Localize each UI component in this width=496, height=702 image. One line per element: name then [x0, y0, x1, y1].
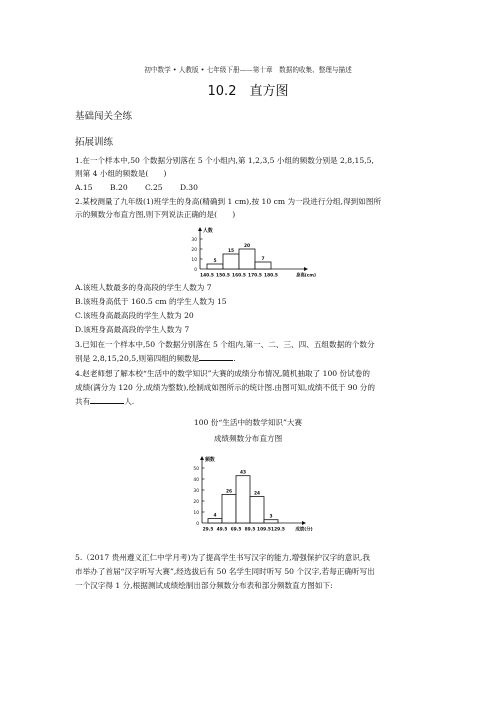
q1-option-c: C.25	[145, 183, 163, 192]
histogram-bar	[208, 519, 222, 523]
histogram-bar	[207, 264, 223, 269]
bar-value-label: 7	[261, 257, 265, 262]
q1-option-a: A.15	[75, 183, 93, 192]
q2-line1: 2.某校测量了九年级(1)班学生的身高(精确到 1 cm),按 10 cm 为一段进行分组,得到如图所	[75, 197, 382, 206]
section-heading-basic: 基础闯关全练	[75, 111, 133, 122]
bar-value-label: 15	[227, 249, 235, 254]
bar-value-label: 5	[213, 259, 217, 264]
y-tick-label: 50	[193, 467, 199, 472]
x-edge-label: 109.5	[257, 527, 271, 533]
q4-line3-suffix: 人.	[124, 397, 135, 406]
y-tick-label: 40	[193, 478, 199, 483]
q4-line3-prefix: 共有	[75, 397, 91, 406]
bar-value-label: 24	[253, 491, 261, 497]
y-axis-arrow	[200, 456, 204, 460]
x-edge-label: 150.5	[216, 273, 230, 279]
q4-line1: 4.赵老师想了解本校“生活中的数学知识”大赛的成绩分布情况,随机抽取了 100 份试卷的	[75, 369, 370, 378]
q1-option-b: B.20	[110, 183, 128, 192]
q3-line2-text: 别是 2,8,15,20,5,则第四组的频数是	[75, 354, 200, 363]
y-tick-label: 10	[193, 511, 199, 516]
bar-value-label: 20	[243, 244, 251, 249]
q2-option-d: D.该班身高最高段的学生人数为 7	[75, 325, 190, 334]
y-tick-label: 30	[193, 489, 199, 494]
q4-line2: 成绩(满分为 120 分,成绩为整数),绘制成如图所示的统计图.由图可知,成绩不低于 90 分的	[75, 383, 375, 392]
histogram-bar	[255, 262, 271, 269]
bar-value-label: 43	[239, 470, 247, 476]
y-tick-label: 0	[194, 268, 197, 273]
histogram-bar	[239, 249, 255, 269]
q2-option-c: C.该班身高最高段的学生人数为 20	[75, 311, 194, 320]
q1-line2: 则第 4 小组的频数是( )	[75, 169, 167, 178]
height-histogram	[184, 222, 344, 282]
histogram-bar	[250, 497, 264, 523]
y-tick-label: 10	[191, 258, 197, 263]
section-heading-extension: 拓展训练	[75, 137, 114, 148]
score-chart-title: 100 份“生活中的数学知识”大赛	[193, 418, 303, 427]
x-axis-arrow	[302, 521, 306, 525]
q3-line1: 3.已知在一个样本中,50 个数据分别落在 5 个组内,第一、二、三、四、五组数据的个数分	[75, 340, 375, 349]
x-axis-label: 成绩(分)	[295, 527, 313, 533]
q5-line1: 5.（2017 贵州遵义汇仁中学月考)为了提高学生书写汉字的能力,增强保护汉字的意识,我	[75, 553, 370, 562]
x-edge-label: 49.5	[216, 527, 228, 533]
bar-value-label: 4	[213, 513, 217, 519]
q3-answer-blank[interactable]	[199, 352, 233, 361]
q1-line1: 1.在一个样本中,50 个数据分别落在 5 个小组内,第 1,2,3,5 小组的频数分别是 2,8,15,5,	[75, 156, 374, 165]
page-title: 10.2 直方图	[207, 84, 289, 99]
q2-line2: 示的频数分布直方图,则下列说法正确的是( )	[75, 210, 236, 219]
x-axis-arrow	[304, 267, 308, 271]
q5-line3: 一个汉字得 1 分,根据测试成绩绘制出部分频数分布表和部分频数直方图如下:	[75, 581, 333, 590]
page-header: 初中数学 • 人教版 • 七年级下册——第十章 数据的收集、整理与描述	[144, 66, 352, 74]
histogram-bar	[222, 494, 236, 523]
x-edge-label: 180.5	[264, 273, 278, 279]
x-edge-label: 29.5	[202, 527, 214, 533]
y-axis-label: 频数	[205, 457, 215, 463]
q4-line3	[75, 395, 134, 408]
score-histogram	[186, 447, 346, 540]
q1-option-d: D.30	[180, 183, 198, 192]
histogram-bar	[223, 254, 239, 269]
x-axis-label: 身高(cm)	[296, 273, 316, 279]
y-axis-arrow	[198, 227, 202, 231]
y-tick-label: 30	[191, 238, 197, 243]
y-tick-label: 20	[193, 500, 199, 505]
q4-answer-blank[interactable]	[90, 395, 124, 404]
x-edge-label: 160.5	[232, 273, 246, 279]
q5-line2: 市举办了首届“汉字听写大赛”,经选拔后有 50 名学生同时听写 50 个汉字,若每正确听写出	[75, 567, 375, 576]
x-edge-label: 140.5	[200, 273, 214, 279]
x-edge-label: 170.5	[248, 273, 262, 279]
histogram-bar	[236, 476, 250, 523]
x-edge-label: 89.5	[244, 527, 256, 533]
y-tick-label: 0	[196, 522, 199, 527]
score-chart-subtitle: 成绩频数分布直方图	[213, 434, 283, 443]
y-tick-label: 20	[191, 248, 197, 253]
histogram-bar	[264, 520, 278, 523]
q2-option-b: B.该班身高低于 160.5 cm 的学生人数为 15	[75, 297, 227, 306]
bar-value-label: 26	[225, 489, 233, 495]
x-edge-label: 129.5	[271, 527, 285, 533]
x-edge-label: 69.5	[230, 527, 242, 533]
q2-option-a: A.该班人数最多的身高段的学生人数为 7	[75, 283, 212, 292]
q3-line2: 别是 2,8,15,20,5,则第四组的频数是 .	[75, 354, 236, 363]
y-axis-label: 人数	[203, 228, 213, 234]
bar-value-label: 3	[269, 514, 273, 520]
